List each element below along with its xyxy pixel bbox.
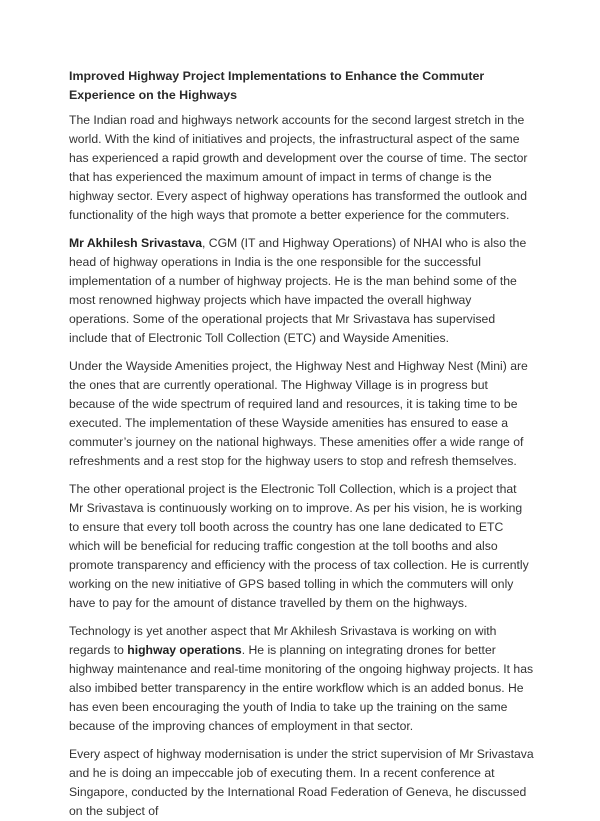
paragraph-akhilesh xyxy=(69,234,534,348)
document-title: Improved Highway Project Implementations to Enhance the Commuter Experience on the Highways xyxy=(69,69,485,102)
paragraph-modernisation: Every aspect of highway modernisation is under the strict supervision of Mr Srivastava and he is doing an impeccable job of executing them. In a recent conference at Singapore, conducted by the International Road Federation of Geneva, he discussed on the subject of xyxy=(69,747,534,818)
bold-name: Mr Akhilesh Srivastava xyxy=(69,236,202,250)
paragraph-technology xyxy=(69,622,534,736)
paragraph-intro: The Indian road and highways network accounts for the second largest stretch in the world. With the kind of initiatives and projects, the infrastructural aspect of the same has experienced a rapid growth and development over the course of time. The sector that has experienced the maximum amount of impact in terms of change is the highway sector. Every aspect of highway operations has transformed the outlook and functionality of the high ways that promote a better experience for the commuters. xyxy=(69,113,528,222)
bold-term: highway operations xyxy=(127,643,242,657)
paragraph-akhilesh-text: , CGM (IT and Highway Operations) of NHAI who is also the head of highway operations in India is the one responsible for the successful implementation of a number of highway projects. He is the man behind some of the most renowned highway projects which have impacted the overall highway operations. Some of the operational projects that Mr Srivastava has supervised include that of Electronic Toll Collection (ETC) and Wayside Amenities. xyxy=(69,236,527,345)
paragraph-technology-text-before: Technology is yet another aspect that Mr Akhilesh Srivastava is working on with regards to xyxy=(69,624,497,657)
paragraph-technology-text-after: . He is planning on integrating drones for better highway maintenance and real-time monitoring of the ongoing highway projects. It has also imbibed better transparency in the entire workflow which is an added bonus. He has even been encouraging the youth of India to take up the training on the same because of the improving chances of employment in that sector. xyxy=(69,643,534,733)
paragraph-wayside-amenities: Under the Wayside Amenities project, the Highway Nest and Highway Nest (Mini) are the ones that are currently operational. The Highway Village is in progress but because of the wide spectrum of required land and resources, it is taking time to be executed. The implementation of these Wayside amenities has ensured to ease a commuter’s journey on the national highways. These amenities offer a wide range of refreshments and a rest stop for the highway users to stop and refresh themselves. xyxy=(69,359,528,468)
paragraph-etc: The other operational project is the Electronic Toll Collection, which is a project that Mr Srivastava is continuously working on to improve. As per his vision, he is working to ensure that every toll booth across the country has one lane dedicated to ETC which will be beneficial for reducing traffic congestion at the toll booths and also promote transparency and efficiency with the process of tax collection. He is currently working on the new initiative of GPS based tolling in which the commuters will only have to pay for the amount of distance travelled by them on the highways. xyxy=(69,482,529,610)
